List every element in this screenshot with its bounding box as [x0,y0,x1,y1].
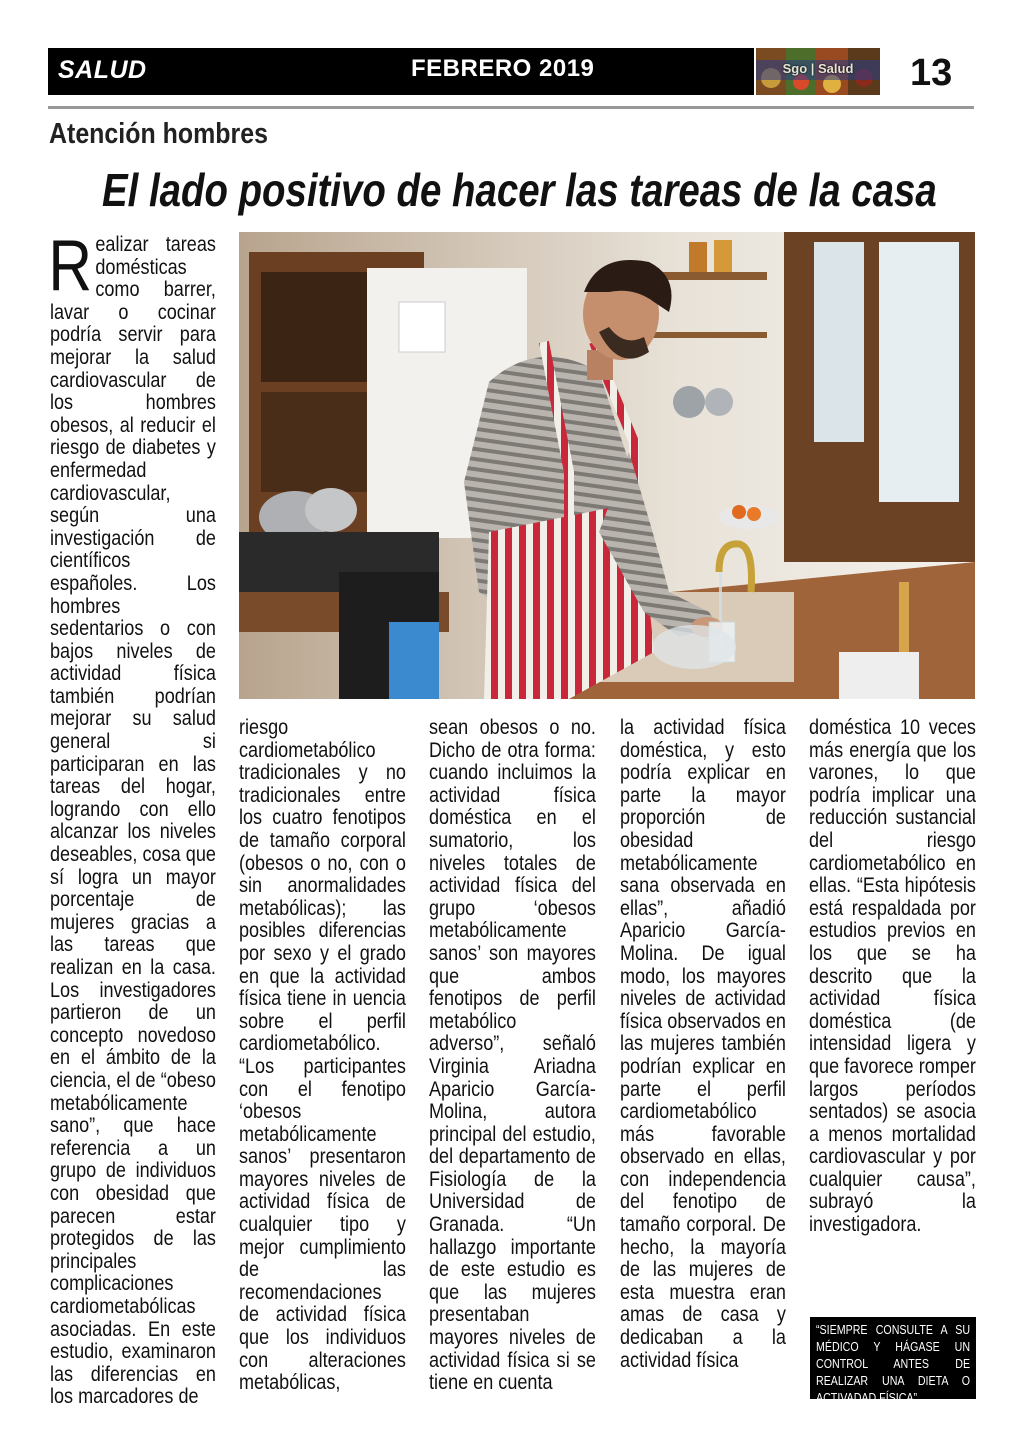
column-2-text: riesgo cardiometabólico tradicionales y no tradicionales entre los cuatro fenotipos de tamaño corporal (obesos o no, con o sin anormalidades metabólicas); las posibles diferencias por sexo y el grado en que la actividad física tiene in uencia sobre el perfil cardiometabólico. “Los participantes con el fenotipo ‘obesos metabólicamente sanos’ presentaron mayores niveles de actividad física de cualquier tipo y mejor cumplimiento de las recomendaciones de actividad física que los individuos con alteraciones metabólicas, [239,715,406,1395]
health-notice-box [810,1317,976,1405]
page-number: 13 [910,52,953,94]
logo-text: Sgo | Salud [782,61,854,76]
article-column-4 [620,716,786,1371]
column-3-text: sean obesos o no. Dicho de otra forma: cuando incluimos la actividad física doméstica en el sumatorio, los niveles totales de actividad física del grupo ‘obesos metabólicamente sanos’ son mayores que ambos fenotipos de perfil metabólico adverso”, señaló Virginia Ariadna Aparicio García-Molina, autora principal del estudio, del departamento de Fisiología de la Universidad de Granada. “Un hallazgo importante de este estudio es que las mujeres presentaban mayores niveles de actividad física si se tiene en cuenta [429,715,596,1395]
header-bar [48,48,754,95]
health-notice-text: “SIEMPRE CONSULTE A SU MÉDICO Y HÁGASE UN CONTROL ANTES DE REALIZAR UNA DIETA O ACTIVADAD FÍSICA” [816,1322,971,1405]
column-5-text: doméstica 10 veces más energía que los varones, lo que podría implicar una reducción sustancial del riesgo cardiometabólico en ellas. “Esta hipótesis está respaldada por estudios previos en los que se ha descrito que la actividad física doméstica (de intensidad ligera y que favorece romper largos períodos sentados) se asocia a menos mortalidad cardiovascular y por cualquier causa”, subrayó la investigadora. [809,715,976,1237]
article-column-1 [48,226,216,1413]
header-rule [48,106,974,109]
column-4-text: la actividad física doméstica, y esto podría explicar en parte la mayor proporción de obesidad metabólicamente sana observada en ellas”, añadió Aparicio García-Molina. De igual modo, los mayores niveles de actividad física observados en las mujeres también podrían explicar en parte el perfil cardiometabólico más favorable observado en ellas, con independencia del fenotipo de tamaño corporal. De hecho, la mayoría de las mujeres de esta muestra eran amas de casa y dedicaban a la actividad física [620,715,786,1372]
kitchen-photo-illustration [239,232,975,699]
article-column-3 [429,716,596,1394]
column-1-text: ealizar tareas domésticas como barrer, lavar o cocinar podría servir para mejorar la salud cardiovascular de los hombres obesos, al reducir el riesgo de diabetes y enfermedad cardiovascular, según una investigación de científicos españoles. Los hombres sedentarios o con bajos niveles de actividad física también podrían mejorar su salud general si participaran en las tareas del hogar, logrando con ello alcanzar los niveles deseables, cosa que sí logra un mayor porcentaje de mujeres gracias a las tareas que realizan en la casa. Los investigadores partieron de un concepto novedoso en el ámbito de la ciencia, el de “obeso metabólicamente sano”, que hace referencia a un grupo de individuos con obesidad que parecen estar protegidos de las principales complicaciones cardiometabólicas asociadas. En este estudio, examinaron las diferencias en los marcadores de [50,232,216,1409]
article-column-2 [239,716,406,1394]
section-label: SALUD [58,56,147,84]
article-headline: El lado positivo de hacer las tareas de la casa [102,164,937,216]
article-kicker: Atención hombres [49,118,268,150]
issue-date: FEBRERO 2019 [411,55,595,82]
drop-cap: R [48,226,92,306]
article-photo [239,232,975,699]
publication-logo [756,48,880,95]
article-column-5 [809,716,976,1236]
